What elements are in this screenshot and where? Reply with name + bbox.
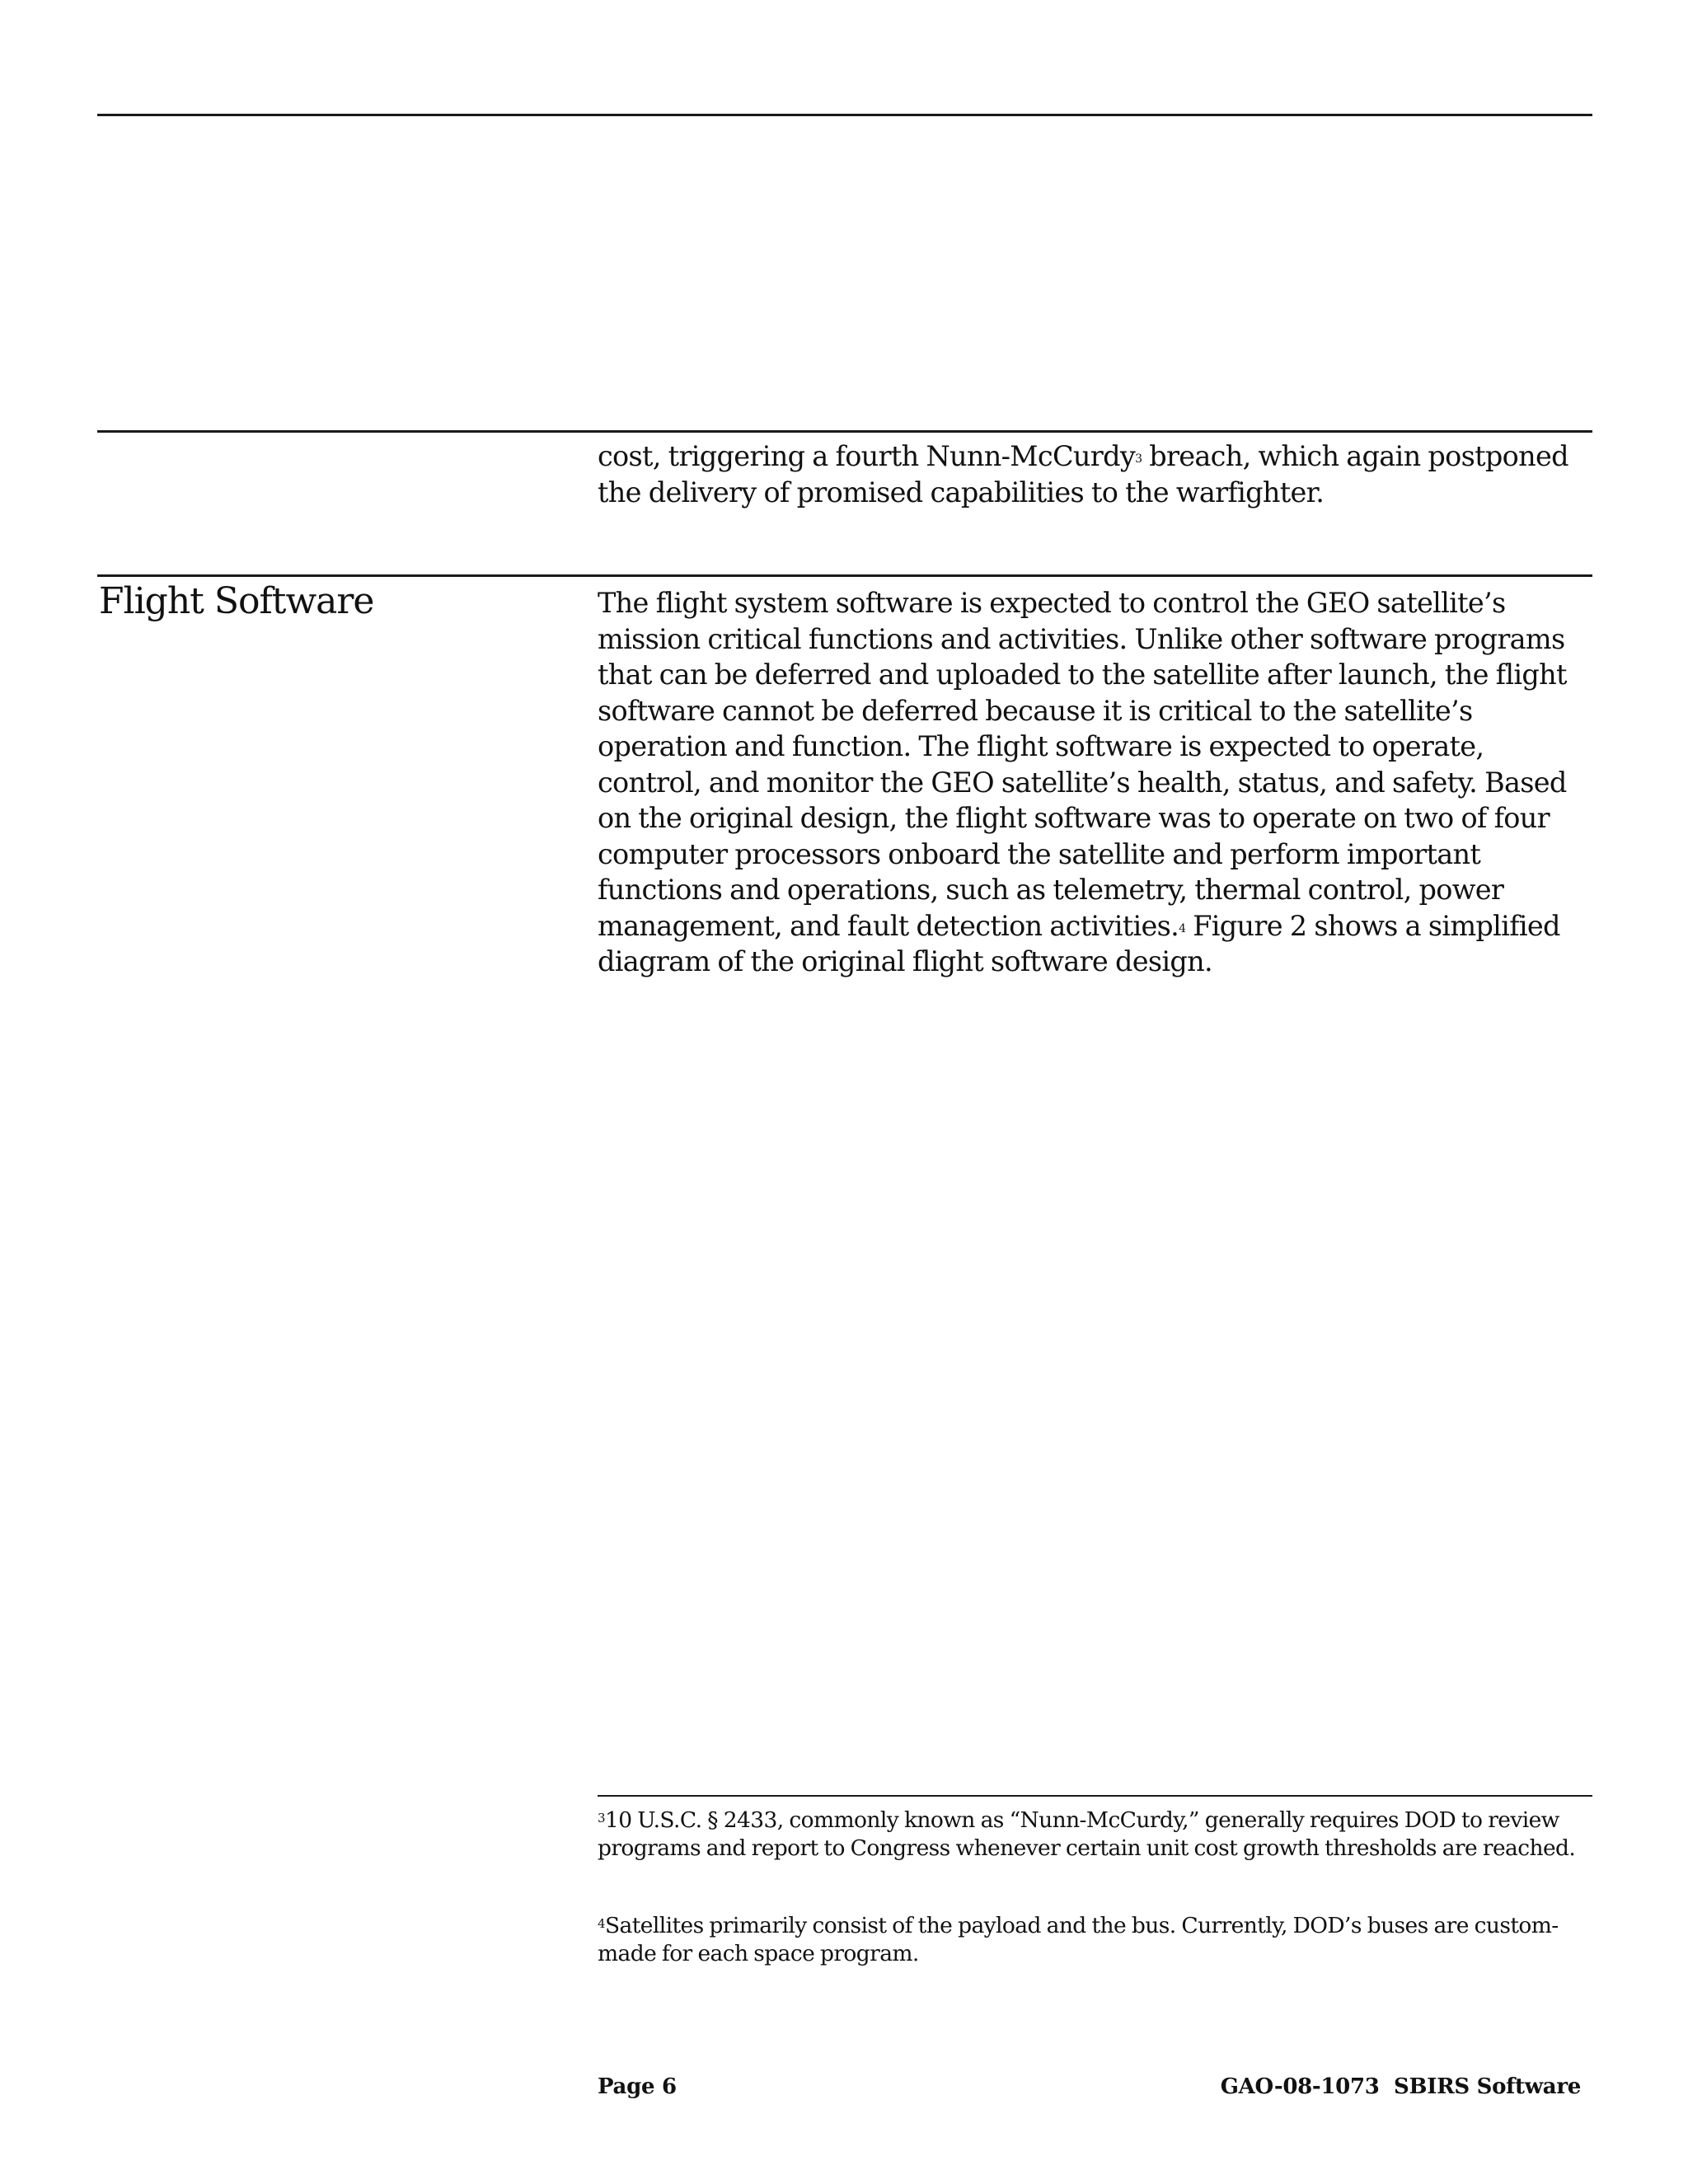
continued-text-after-note: breach, which again postponed the delivery of promised capabilities to the warfighter. — [598, 440, 1568, 509]
report-identifier: GAO-08-1073 SBIRS Software — [1220, 2074, 1581, 2099]
section-heading: Flight Software — [99, 580, 374, 622]
footnote-text: Satellites primarily consist of the payload and the bus. Currently, DOD’s buses are custom-made for each space program. — [598, 1913, 1559, 1966]
continued-section-rule — [97, 430, 1592, 433]
header-rule — [97, 114, 1592, 116]
footnote-reference-4: 4 — [1179, 921, 1186, 935]
section-paragraph — [598, 585, 1592, 980]
section-text-after-note: Figure 2 shows a simplified diagram of the original flight software design. — [598, 909, 1560, 977]
section-rule — [97, 574, 1592, 577]
section-text-before-note: The flight system software is expected to control the GEO satellite’s mission critical functions and activities. Unlike other software programs that can be deferred and uploaded to the satellite after launch, the flight software cannot be deferred because it is critical to the satellite’s operation and function. The flight software is expected to operate, control, and monitor the GEO satellite’s health, status, and safety. Based on the original design, the flight software was to operate on two of four computer processors onboard the satellite and perform important functions and operations, such as telemetry, thermal control, power management, and fault detection activities. — [598, 587, 1567, 942]
footnote-4 — [598, 1912, 1592, 1968]
footnote-reference-3: 3 — [1135, 452, 1142, 466]
footnote-text: 10 U.S.C. § 2433, commonly known as “Nunn-McCurdy,” generally requires DOD to review programs and report to Congress whenever certain unit cost growth thresholds are reached. — [598, 1807, 1576, 1861]
page-number: Page 6 — [598, 2074, 677, 2099]
footnote-separator — [598, 1795, 1592, 1797]
continued-paragraph — [598, 438, 1592, 510]
footnote-number: 4 — [598, 1916, 605, 1931]
footnote-number: 3 — [598, 1811, 605, 1825]
continued-text-before-note: cost, triggering a fourth Nunn-McCurdy — [598, 440, 1136, 472]
footnote-3 — [598, 1807, 1592, 1863]
